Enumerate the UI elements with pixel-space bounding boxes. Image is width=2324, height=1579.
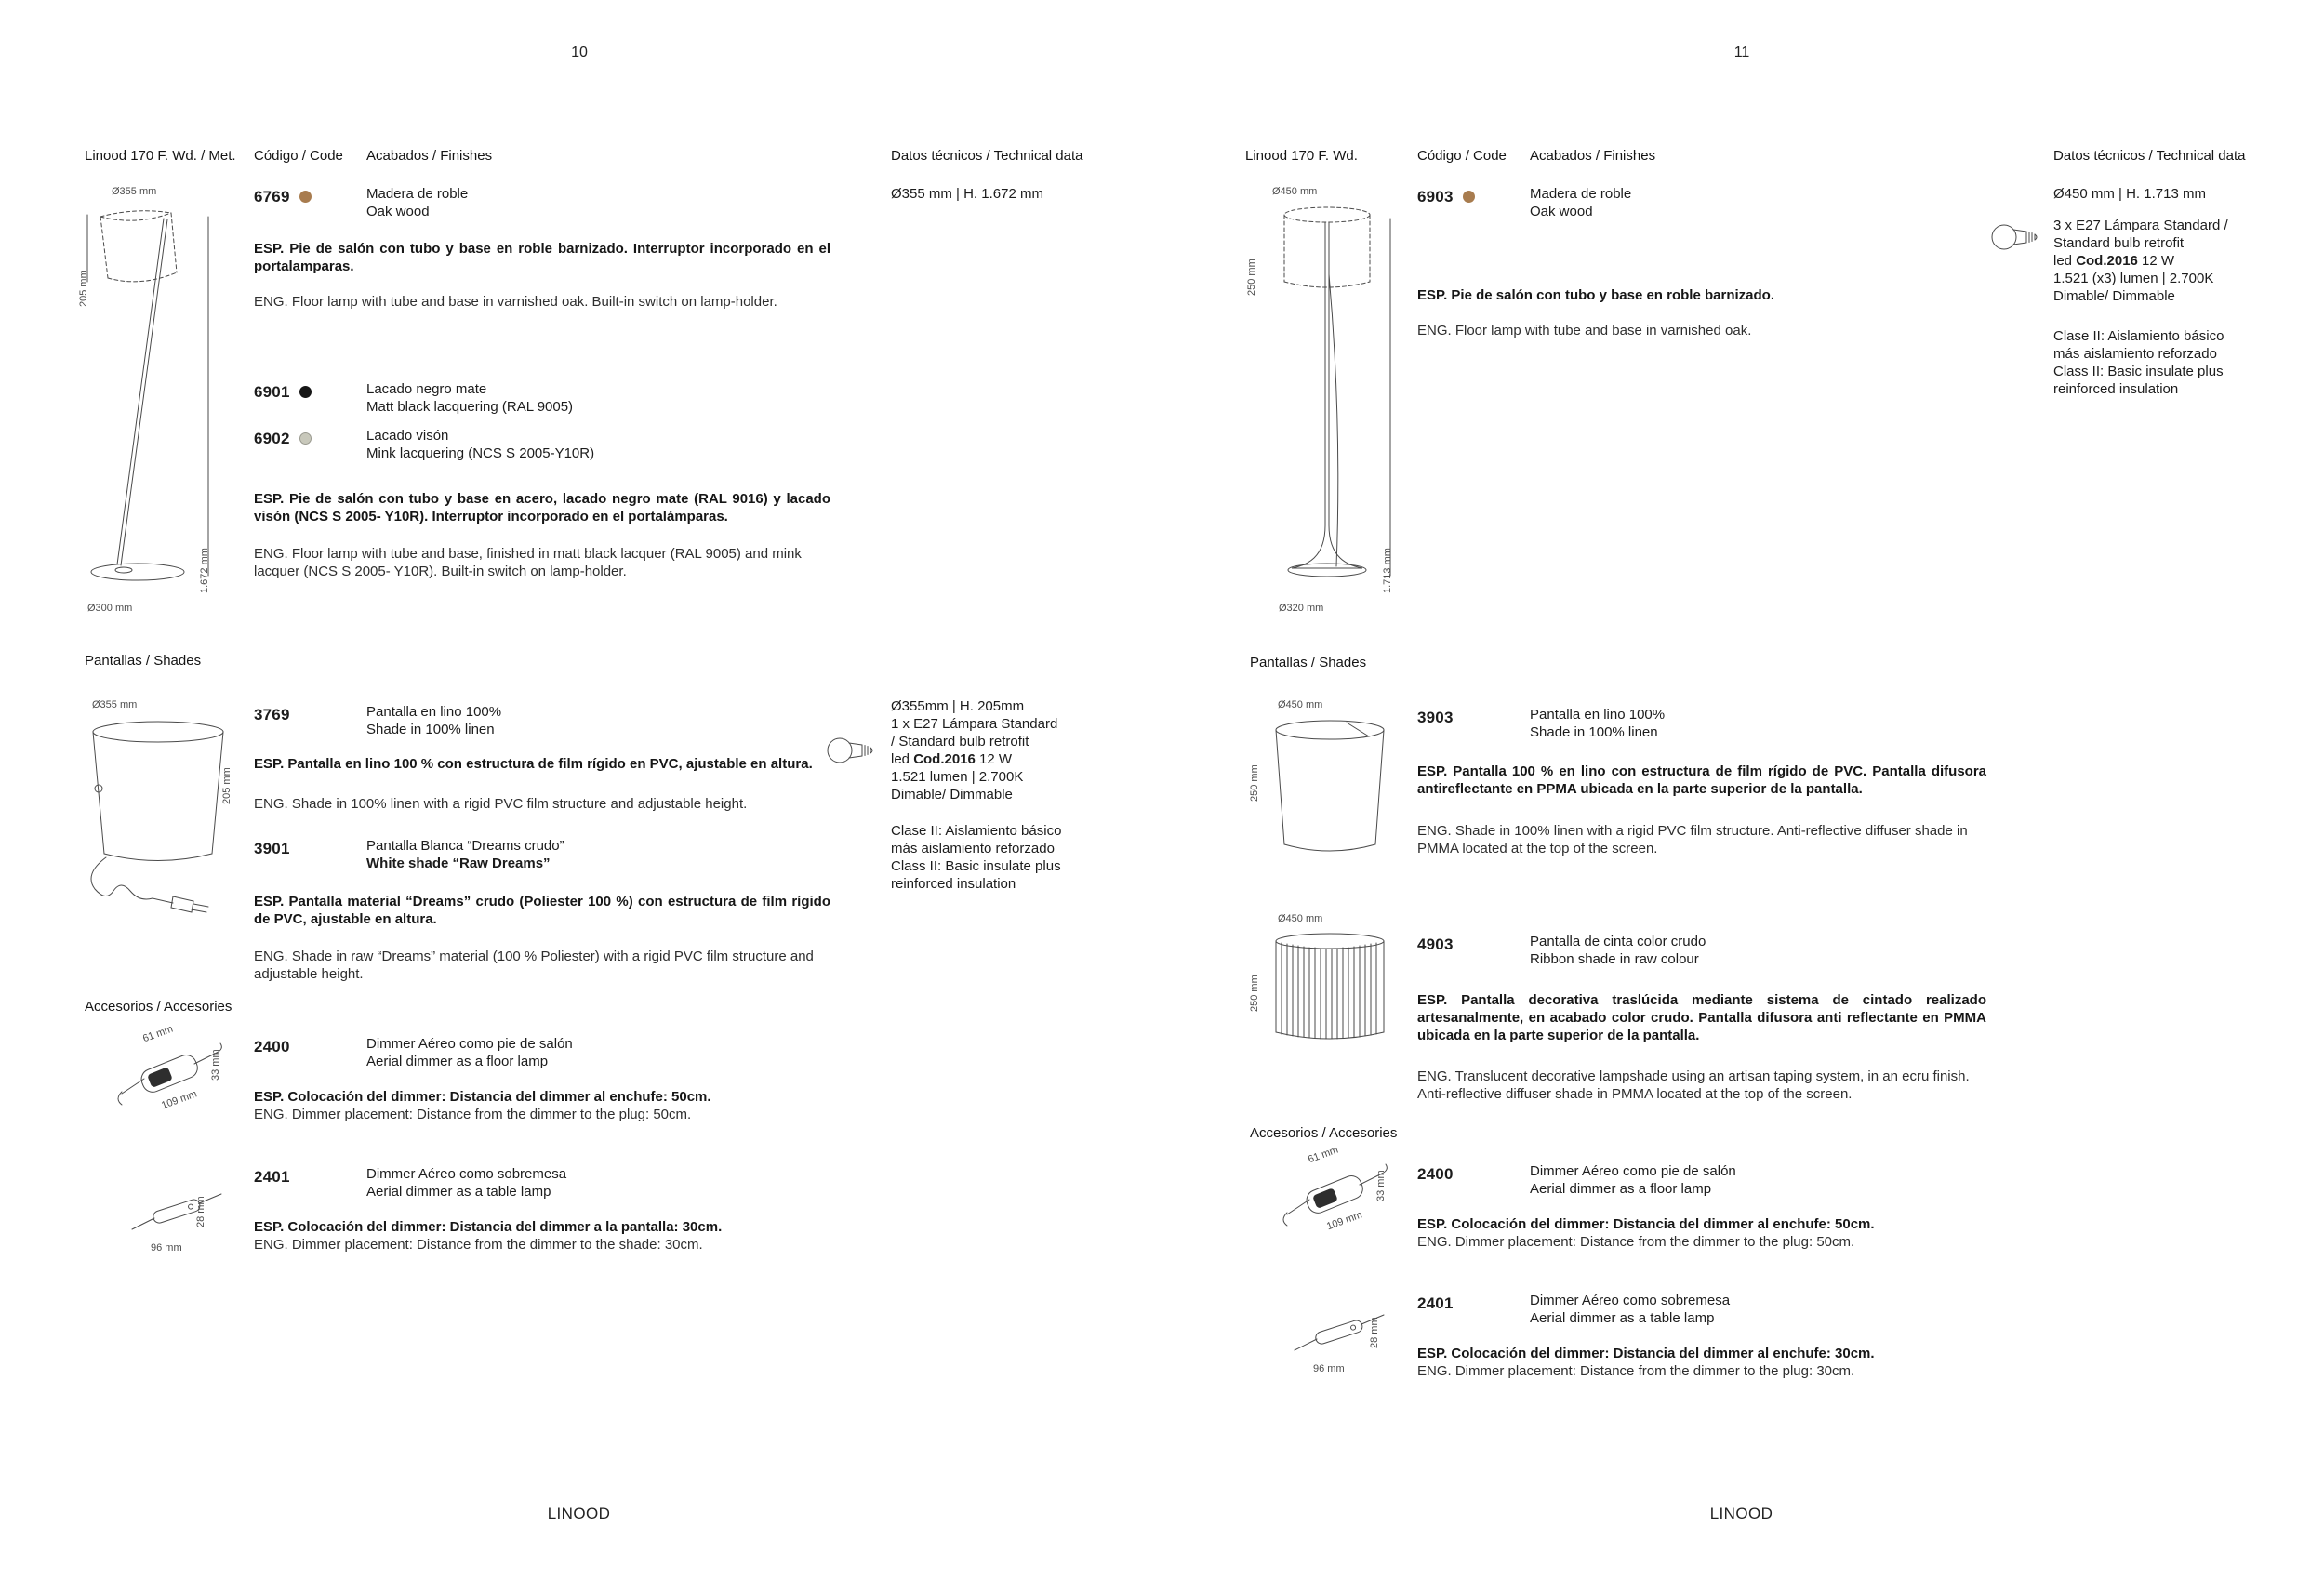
- shade-name: [366, 837, 564, 872]
- tech-led: led Cod.2016 12 W: [891, 751, 1013, 767]
- finish-swatch: [299, 432, 312, 445]
- finish-name-en: Oak wood: [1530, 204, 1593, 219]
- col-header-finishes: Acabados / Finishes: [1530, 148, 1656, 164]
- floor-lamp-drawing: [1260, 200, 1395, 600]
- dimension-label: 61 mm: [1307, 1144, 1340, 1166]
- finish-name: [366, 185, 468, 220]
- class-note: Clase II: Aislamiento básico más aislamiento reforzado Class II: Basic insulate plus reinforced insulation: [891, 823, 1062, 892]
- dimension-label: 250 mm: [1249, 975, 1260, 1012]
- shade-code: 3901: [254, 840, 290, 857]
- dimension-label: 61 mm: [141, 1023, 175, 1045]
- dimension-label: Ø300 mm: [87, 603, 133, 614]
- description-es: ESP. Colocación del dimmer: Distancia del dimmer al enchufe: 30cm.: [1417, 1346, 1875, 1361]
- col-header-tech: Datos técnicos / Technical data: [891, 148, 1083, 164]
- shade-code: 3769: [254, 706, 290, 723]
- tech-dimmable: Dimable/ Dimmable: [891, 787, 1013, 803]
- section-title-shades: Pantallas / Shades: [85, 653, 202, 669]
- description-es: ESP. Pie de salón con tubo y base en roble barnizado.: [1417, 287, 1774, 303]
- dimension-label: 250 mm: [1246, 259, 1257, 296]
- tech-bulb: / Standard bulb retrofit: [891, 734, 1029, 750]
- dimension-label: Ø355 mm: [112, 186, 157, 197]
- col-header-tech: Datos técnicos / Technical data: [2053, 148, 2246, 164]
- product-title-left: Linood 170 F. Wd. / Met.: [85, 148, 236, 164]
- finish-code: 6901: [254, 383, 290, 401]
- dimension-label: 28 mm: [1369, 1317, 1380, 1348]
- section-title-accessories: Accesorios / Accesories: [1250, 1125, 1398, 1141]
- ribbon-shade-drawing: [1265, 930, 1395, 1049]
- finish-name-es: Madera de roble: [1530, 186, 1632, 202]
- description-es: ESP. Pie de salón con tubo y base en roble barnizado. Interruptor incorporado en el portalamparas.: [254, 241, 830, 274]
- finish-swatch: [1463, 191, 1475, 203]
- tech-summary: Ø355 mm | H. 1.672 mm: [891, 186, 1043, 202]
- description-en: ENG. Floor lamp with tube and base, finished in matt black lacquer (RAL 9005) and mink lacquer (NCS S 2005- Y10R). Built-in switch on lamp-holder.: [254, 546, 802, 579]
- tech-led: led Cod.2016 12 W: [2053, 253, 2175, 269]
- dimension-label: 1.713 mm: [1382, 548, 1393, 593]
- brand-footer-left: LINOOD: [547, 1505, 611, 1522]
- accessory-name: Dimmer Aéreo como sobremesa Aerial dimmer as a table lamp: [366, 1166, 567, 1200]
- description-en: ENG. Dimmer placement: Distance from the dimmer to the plug: 50cm.: [1417, 1234, 1855, 1250]
- description-en: ENG. Shade in 100% linen with a rigid PVC film structure and adjustable height.: [254, 796, 748, 812]
- description-en: ENG. Dimmer placement: Distance from the dimmer to the shade: 30cm.: [254, 1237, 703, 1253]
- bulb-icon: [824, 733, 880, 768]
- dimension-label: Ø320 mm: [1279, 603, 1324, 614]
- description-es: ESP. Colocación del dimmer: Distancia del dimmer a la pantalla: 30cm.: [254, 1219, 723, 1235]
- class-note: Clase II: Aislamiento básico más aislamiento reforzado Class II: Basic insulate plus reinforced insulation: [2053, 328, 2224, 397]
- description-es: ESP. Pantalla material “Dreams” crudo (Poliester 100 %) con estructura de film rígido de PVC, ajustable en altura.: [254, 894, 830, 927]
- accessory-name: Dimmer Aéreo como pie de salón Aerial dimmer as a floor lamp: [366, 1036, 573, 1069]
- dimension-label: 250 mm: [1249, 764, 1260, 802]
- dimension-label: Ø450 mm: [1272, 186, 1318, 197]
- description-en: ENG. Shade in raw “Dreams” material (100 % Poliester) with a rigid PVC film structure and adjustable height.: [254, 949, 814, 982]
- dimension-label: 96 mm: [1313, 1363, 1345, 1374]
- dimension-label: 33 mm: [210, 1049, 221, 1081]
- description-es: ESP. Pie de salón con tubo y base en acero, lacado negro mate (RAL 9016) y lacado visón (NCS S 2005- Y10R). Interruptor incorporado en el portalámparas.: [254, 491, 830, 524]
- shade-code: 4903: [1417, 935, 1454, 953]
- finish-name-es: Lacado visón: [366, 428, 449, 444]
- finish-name-en: Matt black lacquering (RAL 9005): [366, 399, 574, 415]
- dimension-label: 109 mm: [160, 1088, 199, 1112]
- dimension-label: 109 mm: [1325, 1209, 1364, 1233]
- tech-size: Ø355mm | H. 205mm: [891, 698, 1025, 714]
- finish-name-es: Madera de roble: [366, 186, 469, 202]
- tech-bulb: 1 x E27 Lámpara Standard: [891, 716, 1058, 732]
- description-es: ESP. Pantalla decorativa traslúcida mediante sistema de cintado realizado artesanalmente, en acabado color crudo. Pantalla difusora anti reflectante en PMMA ubicada en la parte superior de la pantalla.: [1417, 992, 1986, 1043]
- col-header-finishes: Acabados / Finishes: [366, 148, 493, 164]
- description-es: ESP. Colocación del dimmer: Distancia del dimmer al enchufe: 50cm.: [1417, 1216, 1875, 1232]
- finish-code: 6903: [1417, 188, 1454, 206]
- description-es: ESP. Colocación del dimmer: Distancia del dimmer al enchufe: 50cm.: [254, 1089, 711, 1105]
- dimension-label: 33 mm: [1375, 1170, 1387, 1201]
- description-en: ENG. Floor lamp with tube and base in varnished oak.: [1417, 323, 1752, 338]
- dimension-label: 205 mm: [221, 767, 232, 804]
- finish-code: 6769: [254, 188, 290, 206]
- accessory-code: 2401: [1417, 1294, 1454, 1312]
- accessory-code: 2401: [254, 1168, 290, 1186]
- accessory-code: 2400: [1417, 1165, 1454, 1183]
- shade-name: Pantalla de cinta color crudo Ribbon shade in raw colour: [1530, 934, 1706, 967]
- brand-footer-right: LINOOD: [1709, 1505, 1773, 1522]
- finish-swatch: [299, 191, 312, 203]
- description-es: ESP. Pantalla 100 % en lino con estructura de film rígido de PVC. Pantalla difusora antireflectante en PPMA ubicada en la parte superior de la pantalla.: [1417, 763, 1986, 797]
- dimension-label: 205 mm: [78, 270, 89, 307]
- section-title-shades: Pantallas / Shades: [1250, 655, 1367, 670]
- accessory-name: Dimmer Aéreo como sobremesa Aerial dimmer as a table lamp: [1530, 1293, 1731, 1326]
- finish-swatch: [299, 386, 312, 398]
- description-en: ENG. Shade in 100% linen with a rigid PVC film structure. Anti-reflective diffuser shade in PMMA located at the top of the screen.: [1417, 823, 1968, 856]
- description-en: ENG. Translucent decorative lampshade using an artisan taping system, in an ecru finish. Anti-reflective diffuser shade in PMMA located at the top of the screen.: [1417, 1068, 1970, 1102]
- dimmer-table-drawing: [130, 1179, 223, 1244]
- finish-name: [366, 380, 573, 416]
- description-en: ENG. Floor lamp with tube and base in varnished oak. Built-in switch on lamp-holder.: [254, 294, 777, 310]
- dimension-label: Ø450 mm: [1278, 913, 1323, 924]
- shade-name-es: Pantalla en lino 100%: [366, 704, 502, 720]
- dimension-label: Ø450 mm: [1278, 699, 1323, 710]
- col-header-code: Código / Code: [254, 148, 343, 164]
- dimension-label: Ø355 mm: [92, 699, 138, 710]
- shade-name-en: Shade in 100% linen: [366, 722, 495, 737]
- tech-summary: Ø450 mm | H. 1.713 mm: [2053, 186, 2206, 202]
- shade-name: Pantalla en lino 100% Shade in 100% linen: [1530, 707, 1666, 740]
- shade-name: [366, 703, 501, 738]
- dimension-label: 28 mm: [195, 1196, 206, 1227]
- col-header-code: Código / Code: [1417, 148, 1507, 164]
- floor-lamp-drawing: [82, 200, 217, 600]
- bulb-specs: 3 x E27 Lámpara Standard / Standard bulb retrofit led Cod.2016 12 W 1.521 (x3) lumen | 2.700K Dimable/ Dimmable: [2053, 218, 2228, 304]
- description-en: ENG. Dimmer placement: Distance from the dimmer to the plug: 30cm.: [1417, 1363, 1855, 1379]
- shade-code: 3903: [1417, 709, 1454, 726]
- product-title-right: Linood 170 F. Wd.: [1245, 148, 1358, 164]
- shade-drawing: [82, 716, 240, 916]
- description-es: ESP. Pantalla en lino 100 % con estructura de film rígido en PVC, ajustable en altura.: [254, 756, 813, 772]
- dimension-label: 1.672 mm: [199, 548, 210, 593]
- shade-tech-specs: [891, 697, 1057, 803]
- shade-name-es: Pantalla Blanca “Dreams crudo”: [366, 838, 564, 854]
- finish-name-en: Oak wood: [366, 204, 430, 219]
- shade-name-en: White shade “Raw Dreams”: [366, 856, 551, 871]
- finish-name-en: Mink lacquering (NCS S 2005-Y10R): [366, 445, 595, 461]
- page-number-right: 11: [1733, 45, 1750, 60]
- shade-drawing: [1265, 716, 1395, 865]
- finish-name: [1530, 185, 1631, 220]
- section-title-accessories: Accesorios / Accesories: [85, 999, 232, 1015]
- page-number-left: 10: [571, 45, 588, 60]
- dimension-label: 96 mm: [151, 1242, 182, 1254]
- finish-code: 6902: [254, 430, 290, 447]
- description-en: ENG. Dimmer placement: Distance from the dimmer to the plug: 50cm.: [254, 1107, 692, 1122]
- tech-lumen: 1.521 lumen | 2.700K: [891, 769, 1024, 785]
- finish-name-es: Lacado negro mate: [366, 381, 487, 397]
- finish-name: [366, 427, 594, 462]
- accessory-code: 2400: [254, 1038, 290, 1055]
- accessory-name: Dimmer Aéreo como pie de salón Aerial dimmer as a floor lamp: [1530, 1163, 1736, 1197]
- bulb-icon: [1988, 219, 2044, 255]
